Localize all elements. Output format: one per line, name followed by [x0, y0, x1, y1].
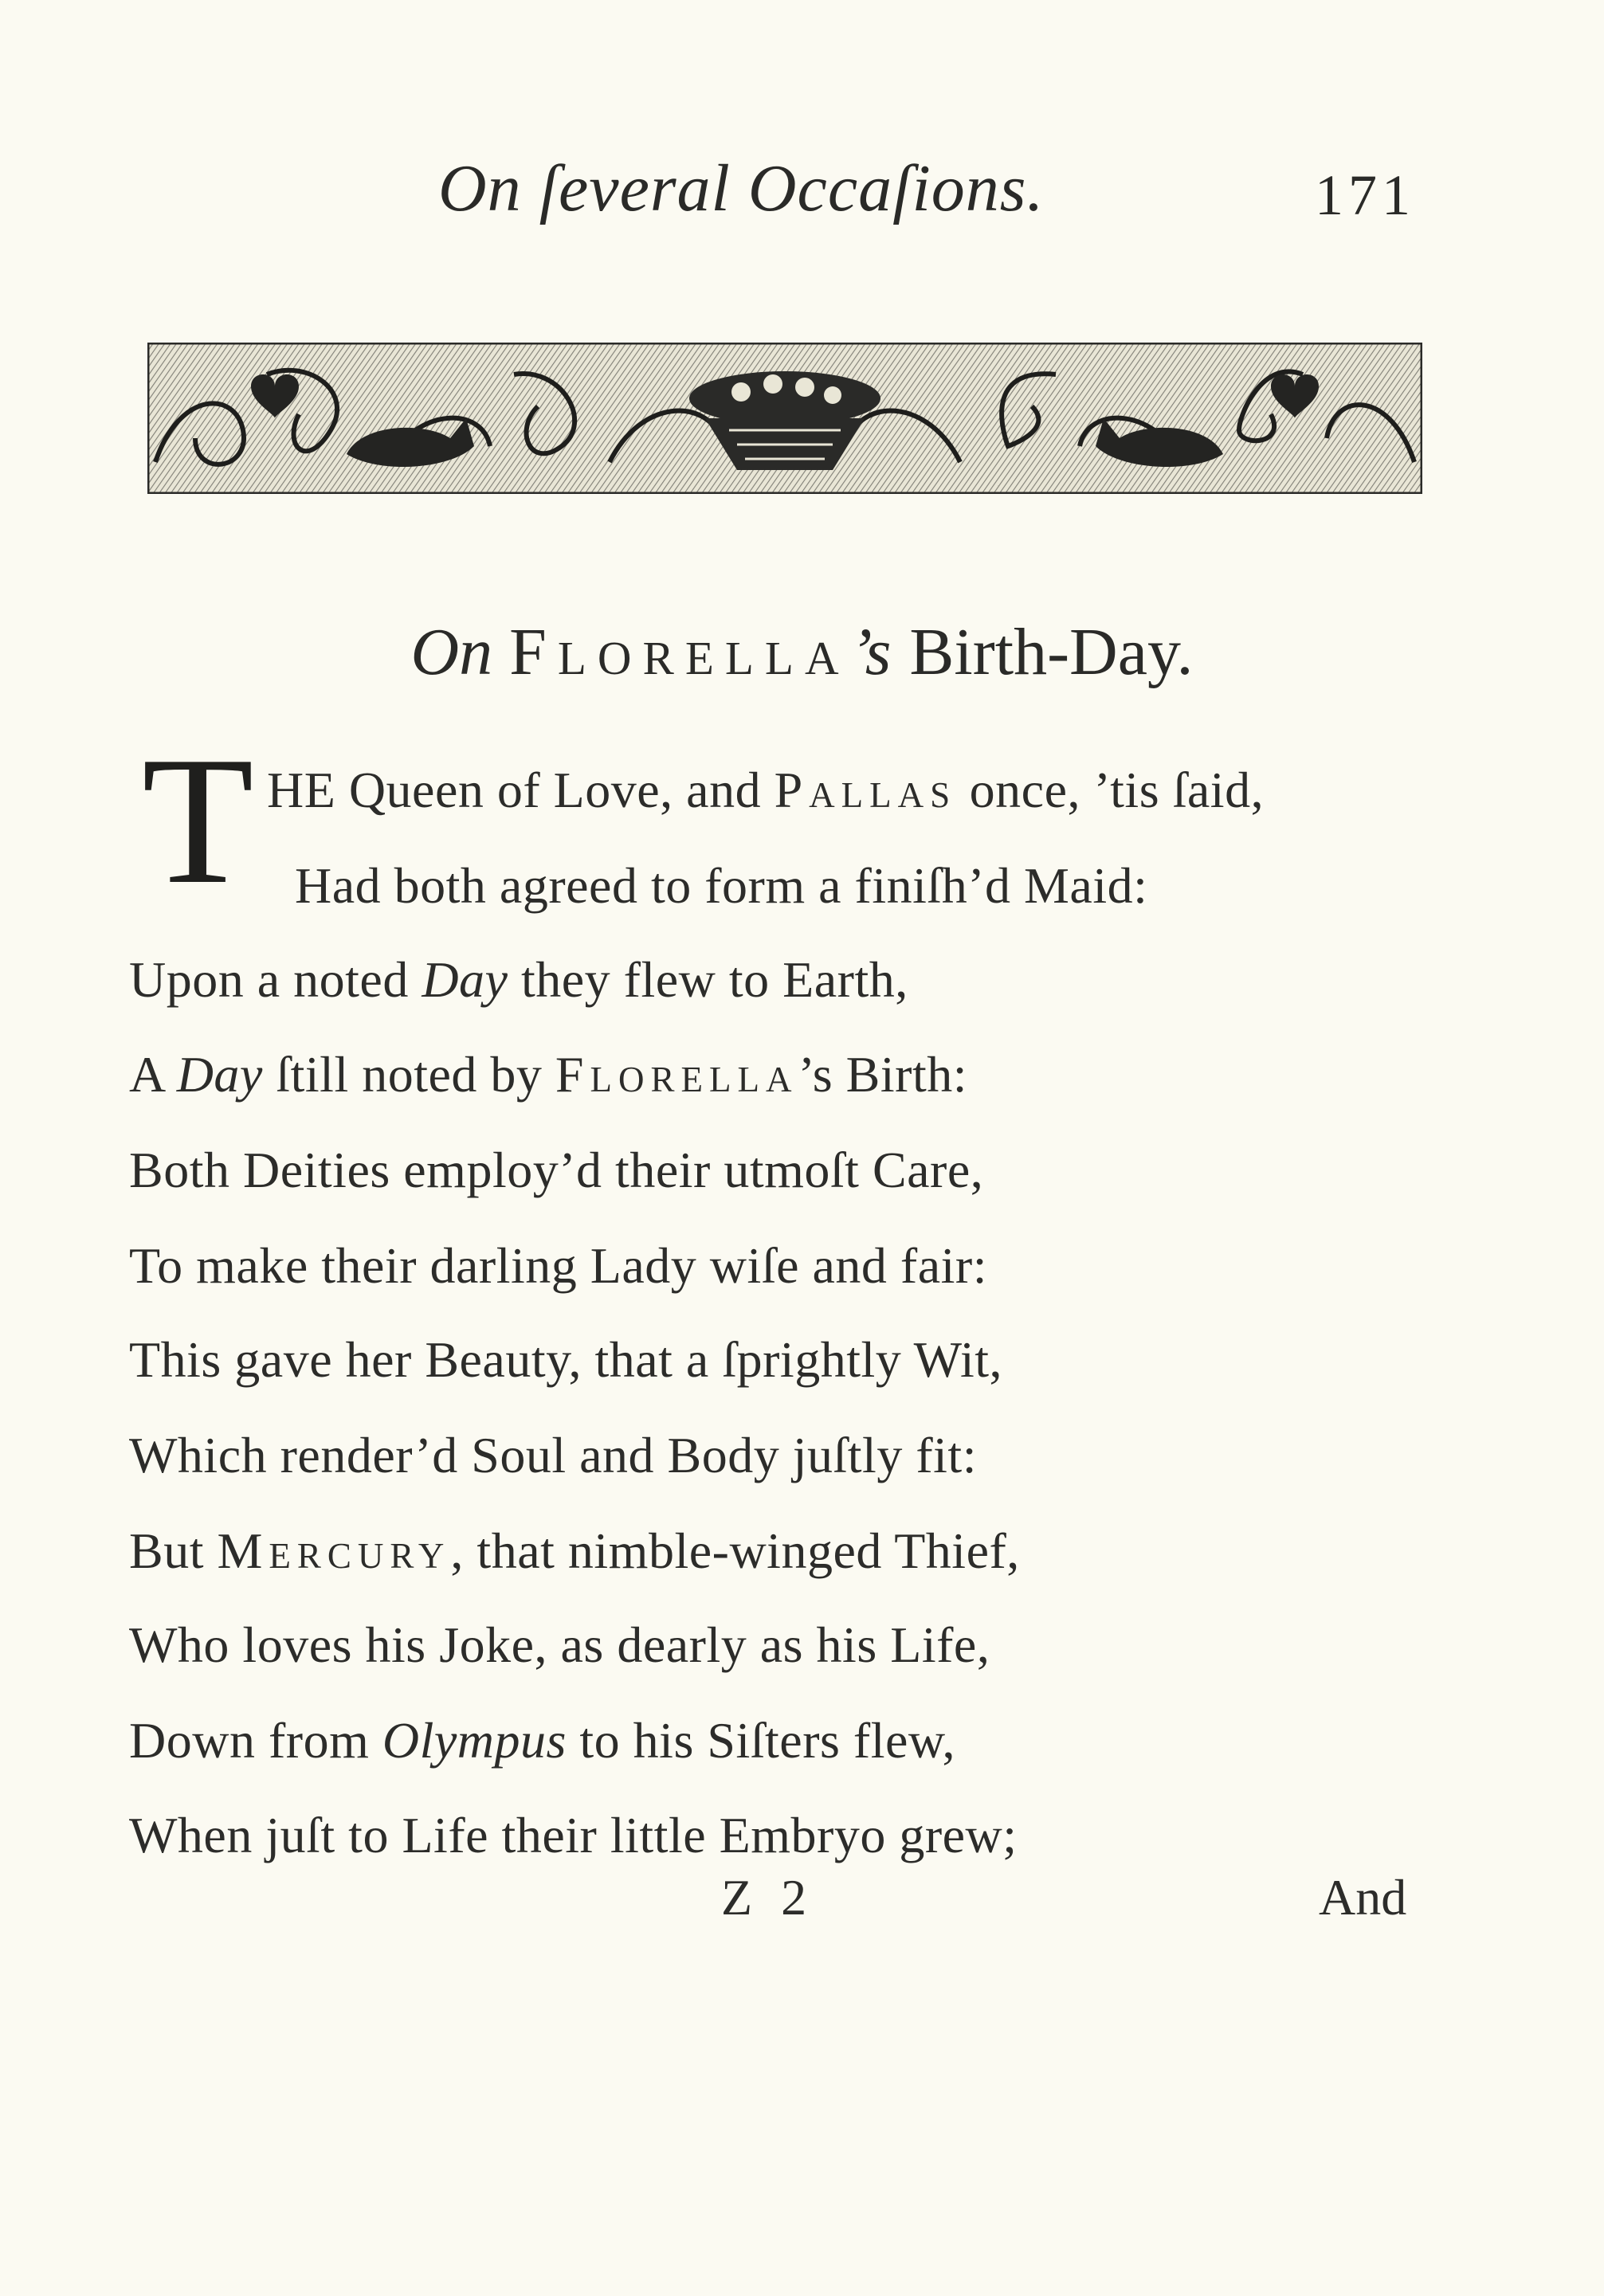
- verse-line: [129, 1522, 1020, 1581]
- verse-line: [129, 1141, 983, 1200]
- verse-line: [129, 1806, 1018, 1865]
- verse-line: [295, 856, 1147, 915]
- verse-line-segment: When juſt to Life their little Embryo grew;: [129, 1807, 1018, 1863]
- verse-line-segment: A: [129, 1046, 177, 1103]
- signature-mark: Z 2: [721, 1869, 815, 1926]
- verse-line-segment: once, ’tis ſaid,: [956, 762, 1265, 818]
- verse-line: [129, 1236, 987, 1295]
- verse-line-segment: Florella: [555, 1046, 798, 1103]
- verse-line-segment: ’s Birth:: [798, 1046, 967, 1103]
- verse-line-segment: ſtill noted by: [262, 1046, 555, 1103]
- verse-line: [129, 1330, 1002, 1389]
- running-head: [0, 150, 1604, 237]
- verse-line-segment: To make their darling Lady wiſe and fair:: [129, 1237, 987, 1294]
- verse-line-segment: This gave her Beauty, that a ſprightly Wit,: [129, 1331, 1002, 1388]
- verse-line: [129, 1426, 977, 1485]
- catchword: And: [1319, 1869, 1407, 1926]
- verse-line: [129, 1616, 990, 1675]
- verse-line-segment: HE Queen of Love, and: [267, 762, 775, 818]
- verse-line-segment: to his Siſters flew,: [566, 1712, 955, 1769]
- poem-title-name: Florella: [509, 615, 850, 689]
- verse-line: [129, 950, 908, 1009]
- poem-title-rest: Birth-Day.: [909, 615, 1194, 689]
- headpiece-ornament: [147, 343, 1422, 494]
- verse-line-segment: Which render’d Soul and Body juſtly fit:: [129, 1427, 977, 1483]
- verse-line-segment: Day: [176, 1046, 263, 1103]
- verse-line-segment: But: [129, 1522, 218, 1579]
- verse-line-segment: Who loves his Joke, as dearly as his Life,: [129, 1616, 990, 1673]
- running-title: On ſeveral Occaſions.: [438, 151, 1045, 225]
- verse-line: [129, 1045, 967, 1104]
- verse-line-segment: Day: [422, 951, 508, 1008]
- verse-line-segment: Mercury: [217, 1522, 451, 1579]
- verse-line-segment: Down from: [129, 1712, 382, 1769]
- verse-line-segment: Upon a noted: [129, 951, 422, 1008]
- verse-line-segment: they flew to Earth,: [508, 951, 908, 1008]
- drop-cap: T: [142, 719, 254, 922]
- verse-line-segment: , that nimble-winged Thief,: [450, 1522, 1020, 1579]
- verse-line: [267, 761, 1264, 820]
- verse-line-segment: Olympus: [382, 1712, 567, 1769]
- poem-title-on: On: [410, 615, 493, 689]
- verse-line-segment: Both Deities employ’d their utmoſt Care,: [129, 1142, 984, 1198]
- verse-line: [129, 1711, 955, 1770]
- poem-title-possessive: ’s: [849, 615, 893, 689]
- poem-title: [0, 613, 1604, 691]
- verse-line-segment: Had both agreed to form a finiſh’d Maid:: [295, 857, 1148, 914]
- verse-line-segment: Pallas: [774, 762, 957, 818]
- page-number: 171: [1315, 163, 1415, 227]
